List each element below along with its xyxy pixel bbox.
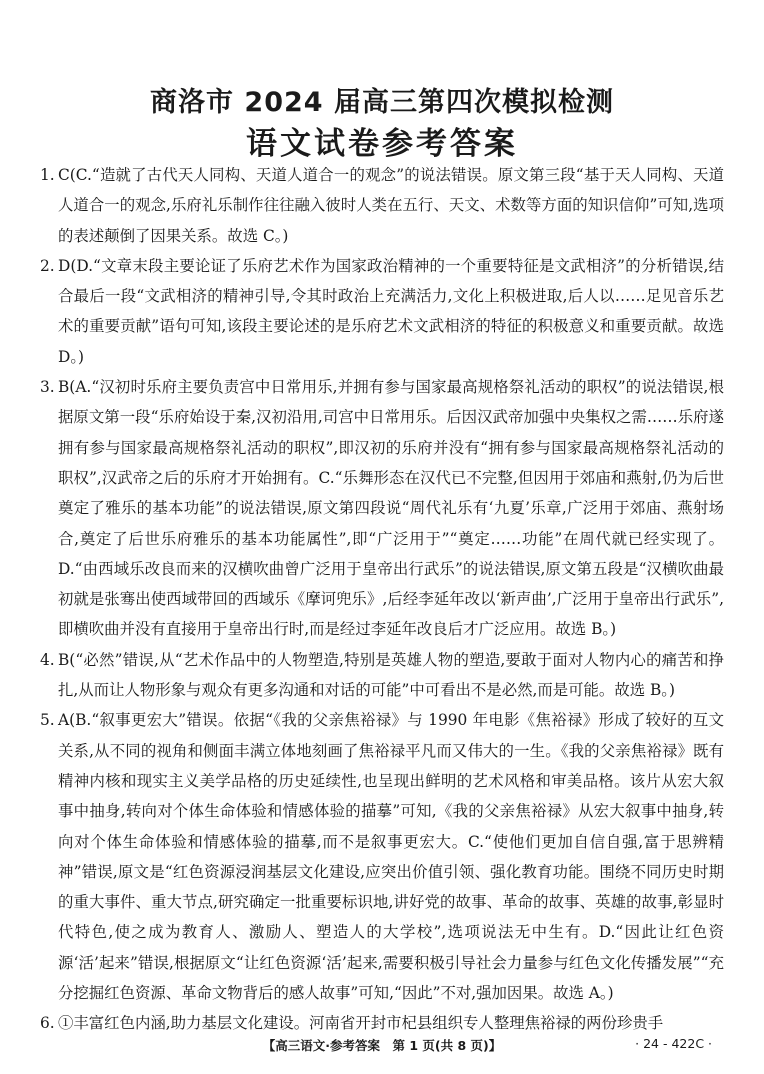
answer-item-2 bbox=[40, 251, 724, 372]
answer-number: 2. bbox=[40, 256, 55, 275]
answer-text: ①丰富红色内涵,助力基层文化建设。河南省开封市杞县组织专人整理焦裕禄的两份珍贵手 bbox=[58, 1014, 664, 1033]
answer-text: C(C.“造就了古代天人同构、天道人道合一的观念”的说法错误。原文第三段“基于天人同构、天道人道合一的观念,乐府礼乐制作往往融入彼时人类在五行、天文、术数等方面的知识信仰”可知,选项的表述颠倒了因果关系。故选 C。) bbox=[58, 166, 724, 245]
answer-text: B(“必然”错误,从“艺术作品中的人物塑造,特别是英雄人物的塑造,要敢于面对人物内心的痛苦和挣扎,从而让人物形象与观众有更多沟通和对话的可能”中可看出不是必然,而是可能。故选 B。) bbox=[58, 650, 724, 700]
answer-text: D(D.“文章末段主要论证了乐府艺术作为国家政治精神的一个重要特征是文武相济”的分析错误,结合最后一段“文武相济的精神引导,令其时政治上充满活力,文化上积极进取,后人以……足见音乐艺术的重要贡献”语句可知,该段主要论述的是乐府艺术文武相济的特征的积极意义和重要贡献。故选 D。) bbox=[58, 256, 724, 366]
answer-item-6 bbox=[40, 1008, 724, 1038]
answer-text: A(B.“叙事更宏大”错误。依据“《我的父亲焦裕禄》与 1990 年电影《焦裕禄》形成了较好的互文关系,从不同的视角和侧面丰满立体地刻画了焦裕禄平凡而又伟大的一生。《我的父亲焦裕禄》既有精神内核和现实主义美学品格的历史延续性,也呈现出鲜明的艺术风格和审美品格。该片从宏大叙事中抽身,转向对个体生命体验和情感体验的描摹”可知,《我的父亲焦裕禄》从宏大叙事中抽身,转向对个体生命体验和情感体验的描摹,而不是叙事更宏大。C.“使他们更加自信自强,富于思辨精神”错误,原文是“红色资源浸润基层文化建设,应突出价值引领、强化教育功能。围绕不同历史时期的重大事件、重大节点,研究确定一批重要标识地,讲好党的故事、革命的故事、英雄的故事,彰显时代特色,使之成为教育人、激励人、塑造人的大学校”,选项说法无中生有。D.“因此让红色资源‘活’起来”错误,根据原文“让红色资源‘活’起来,需要积极引导社会力量参与红色文化传播发展”“充分挖掘红色资源、革命文物背后的感人故事”可知,“因此”不对,强加因果。故选 A。) bbox=[58, 711, 724, 1003]
footer-exam-code: · 24 - 422C · bbox=[635, 1036, 712, 1051]
answer-number: 4. bbox=[40, 650, 55, 669]
document-title: 商洛市 2024 届高三第四次模拟检测 bbox=[150, 87, 614, 118]
answer-number: 1. bbox=[40, 166, 55, 184]
answer-number: 3. bbox=[40, 378, 55, 397]
answer-item-4 bbox=[40, 645, 724, 706]
answer-item-3 bbox=[40, 372, 724, 645]
document-subtitle: 语文试卷参考答案 bbox=[246, 126, 518, 162]
answer-number: 6. bbox=[40, 1014, 55, 1033]
footer-page-info: 【高三语文·参考答案 第 1 页(共 8 页)】 bbox=[262, 1038, 502, 1053]
answer-list bbox=[40, 160, 724, 1039]
answer-text: B(A.“汉初时乐府主要负责宫中日常用乐,并拥有参与国家最高规格祭礼活动的职权”的说法错误,根据原文第一段“乐府始设于秦,汉初沿用,司宫中日常用乐。后因汉武帝加强中央集权之需……乐府遂拥有参与国家最高规格祭礼活动的职权”,即汉初的乐府并没有“拥有参与国家最高规格祭礼活动的职权”,汉武帝之后的乐府才开始拥有。C.“乐舞形态在汉代已不完整,但因用于郊庙和燕射,仍为后世奠定了雅乐的基本功能”的说法错误,原文第四段说“周代礼乐有‘九夏’乐章,广泛用于郊庙、燕射场合,奠定了后世乐府雅乐的基本功能属性”,即“广泛用于”“奠定……功能”在周代就已经实现了。D.“由西域乐改良而来的汉横吹曲曾广泛用于皇帝出行武乐”的说法错误,原文第五段是“汉横吹曲最初就是张骞出使西域带回的西域乐《摩诃兜乐》,后经李延年改以‘新声曲’,广泛用于皇帝出行武乐”,即横吹曲并没有直接用于皇帝出行时,而是经过李延年改良后才广泛应用。故选 B。) bbox=[58, 378, 724, 639]
answer-number: 5. bbox=[40, 711, 55, 730]
answer-item-1 bbox=[40, 160, 724, 251]
answer-item-5 bbox=[40, 705, 724, 1008]
